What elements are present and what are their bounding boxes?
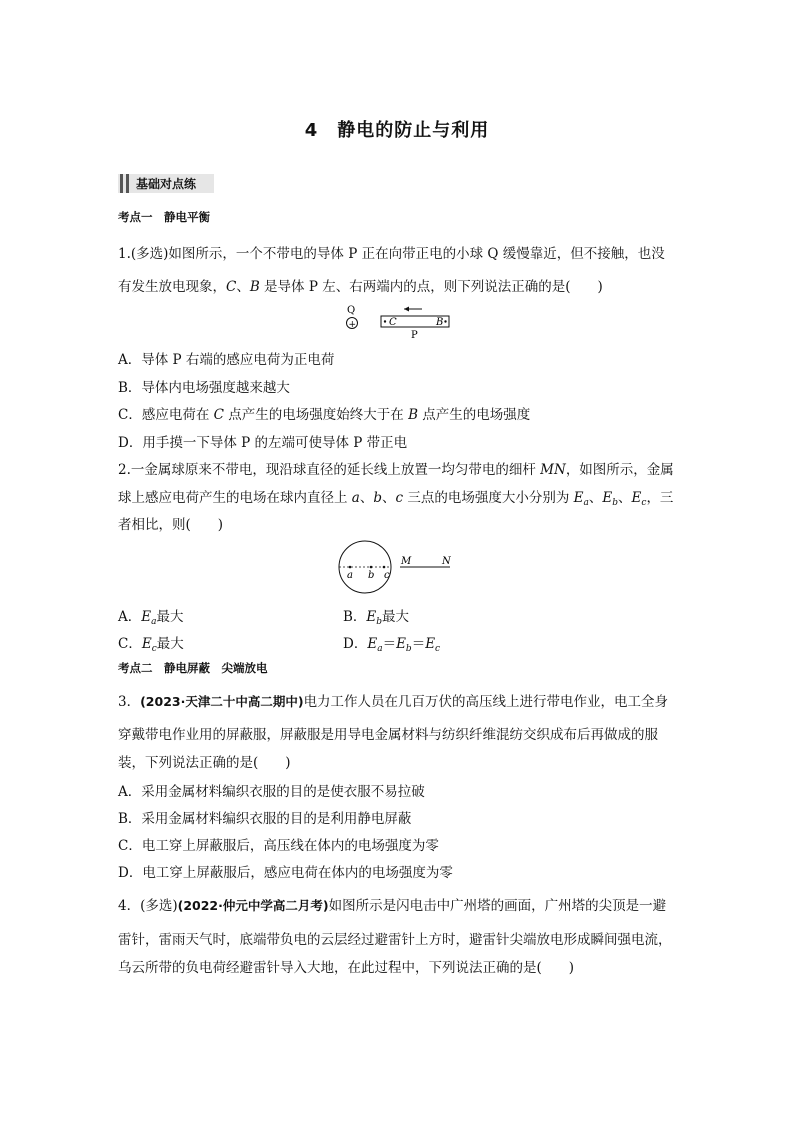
q4-source: (2022·仲元中学高二月考) — [177, 898, 329, 913]
q3-line: 3．(2023·天津二十中高二期中)电力工作人员在几百万伏的高压线上进行带电作业，电工全身 — [118, 694, 669, 710]
q3-line: 装，下列说法正确的是( ) — [118, 755, 291, 771]
q4-line: 4．(多选)(2022·仲元中学高二月考)如图所示是闪电击中广州塔的画面，广州塔的尖顶是一避 — [118, 898, 667, 914]
q1-line: 1.(多选)如图所示，一个不带电的导体 P 正在向带正电的小球 Q 缓慢靠近，但不接触，也没 — [118, 246, 665, 262]
q1-figure — [340, 300, 460, 342]
point-a-dot — [349, 566, 352, 569]
point-B-dot — [444, 320, 446, 322]
point-C-dot — [384, 320, 386, 322]
option-A: A．导体 P 右端的感应电荷为正电荷 — [118, 352, 335, 368]
section-tag — [118, 174, 214, 193]
label-plus: + — [348, 320, 357, 330]
label-M: M — [401, 556, 412, 567]
tag-bar-icon — [120, 174, 123, 193]
label-B: B — [436, 317, 444, 328]
kaodian-heading: 考点一 静电平衡 — [118, 210, 210, 224]
option-C: C．电工穿上屏蔽服后，高压线在体内的电场强度为零 — [118, 838, 439, 854]
arrowhead-icon — [404, 307, 409, 312]
option-C: C．$E_c$最大 — [118, 636, 184, 654]
option-B: B．采用金属材料编织衣服的目的是利用静电屏蔽 — [118, 811, 412, 827]
label-a: a — [347, 570, 353, 581]
option-B: B．导体内电场强度越来越大 — [118, 380, 290, 396]
label-P: P — [411, 330, 418, 341]
label-c: c — [384, 570, 390, 581]
q2-line: 2.一金属球原来不带电，现沿球直径的延长线上放置一均匀带电的细杆 MN，如图所示，金属 — [118, 462, 674, 478]
q3-source: (2023·天津二十中高二期中) — [140, 694, 304, 709]
option-A: A．采用金属材料编织衣服的目的是使衣服不易拉破 — [118, 784, 425, 800]
option-D: D．$E_a=E_b=E_c$ — [343, 636, 441, 654]
option-C: C．感应电荷在 C 点产生的电场强度始终大于在 B 点产生的电场强度 — [118, 407, 531, 423]
section-label: 基础对点练 — [136, 177, 197, 191]
label-b: b — [368, 570, 375, 581]
label-Q: Q — [347, 305, 356, 316]
point-c-dot — [383, 566, 386, 569]
page-title: 4 静电的防止与利用 — [304, 120, 490, 141]
q4-line: 雷针，雷雨天气时，底端带负电的云层经过避雷针上方时，避雷针尖端放电形成瞬间强电流， — [118, 932, 672, 948]
q4-line: 乌云所带的负电荷经避雷针导入大地，在此过程中，下列说法正确的是( ) — [118, 960, 575, 976]
q2-line: 者相比，则( ) — [118, 517, 224, 533]
q3-line: 穿戴带电作业用的屏蔽服，屏蔽服是用导电金属材料与纺织纤维混纺交织成布后再做成的服 — [118, 727, 658, 743]
option-B: B．$E_b$最大 — [343, 609, 410, 627]
q1-line: 有发生放电现象，C、B 是导体 P 左、右两端内的点，则下列说法正确的是( ) — [118, 279, 603, 295]
point-b-dot — [370, 566, 373, 569]
tag-bar-icon — [126, 174, 129, 193]
label-N: N — [442, 556, 451, 567]
label-C: C — [389, 317, 397, 328]
option-A: A．$E_a$最大 — [118, 609, 184, 627]
q2-figure — [338, 540, 458, 596]
option-D: D．用手摸一下导体 P 的左端可使导体 P 带正电 — [118, 435, 408, 451]
kaodian-heading: 考点二 静电屏蔽 尖端放电 — [118, 661, 268, 675]
option-D: D．电工穿上屏蔽服后，感应电荷在体内的电场强度为零 — [118, 865, 453, 881]
q2-line: 球上感应电荷产生的电场在球内直径上 a、b、c 三点的电场强度大小分别为 $E_a$、$E_b$、$E_c$，三 — [118, 490, 674, 508]
